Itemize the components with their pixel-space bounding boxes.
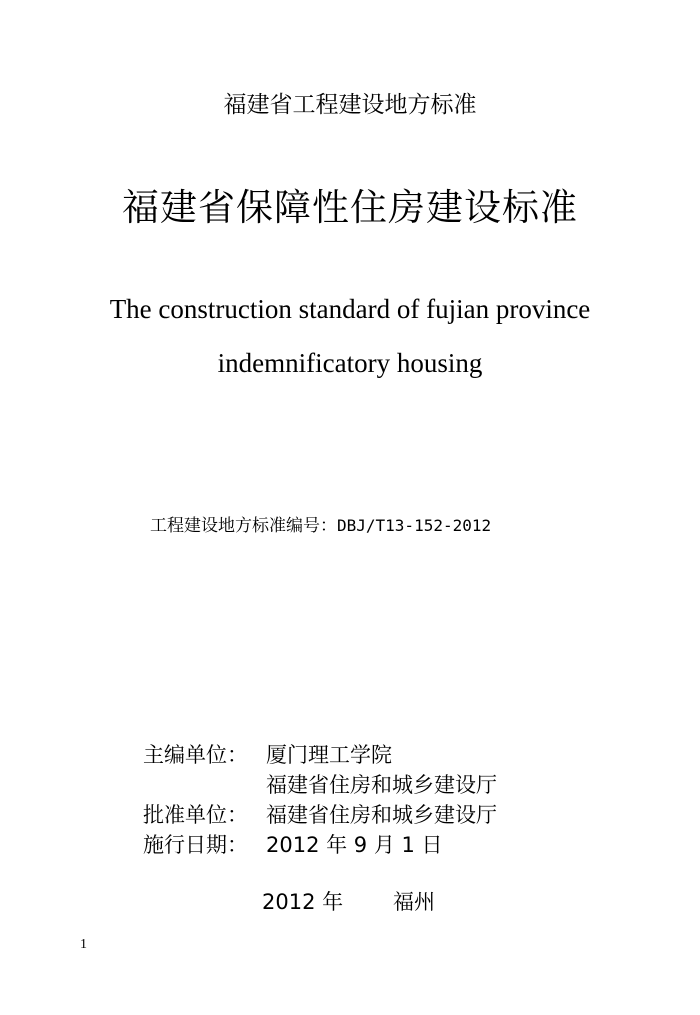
publication-city: 福州	[393, 890, 435, 914]
chief-editor-unit-2: 福建省住房和城乡建设厅	[266, 773, 497, 797]
english-title-line1: The construction standard of fujian province	[109, 294, 591, 324]
approval-label: 批准单位：	[143, 803, 248, 827]
approval-unit: 福建省住房和城乡建设厅	[266, 803, 497, 827]
effective-date-label: 施行日期：	[143, 833, 248, 857]
standard-number: DBJ/T13-152-2012	[337, 516, 492, 535]
standard-number-line	[150, 511, 491, 536]
effective-date: 2012 年 9 月 1 日	[266, 833, 443, 857]
chief-editor-unit-1: 厦门理工学院	[266, 743, 392, 767]
english-title-line2: indemnificatory housing	[217, 348, 483, 378]
main-title: 福建省保障性住房建设标准	[122, 186, 578, 229]
chief-editor-label: 主编单位：	[143, 743, 248, 767]
standard-number-label: 工程建设地方标准编号：	[150, 516, 337, 536]
publication-year: 2012 年	[262, 890, 344, 914]
page-number: 1	[80, 937, 87, 952]
series-title: 福建省工程建设地方标准	[223, 92, 477, 118]
